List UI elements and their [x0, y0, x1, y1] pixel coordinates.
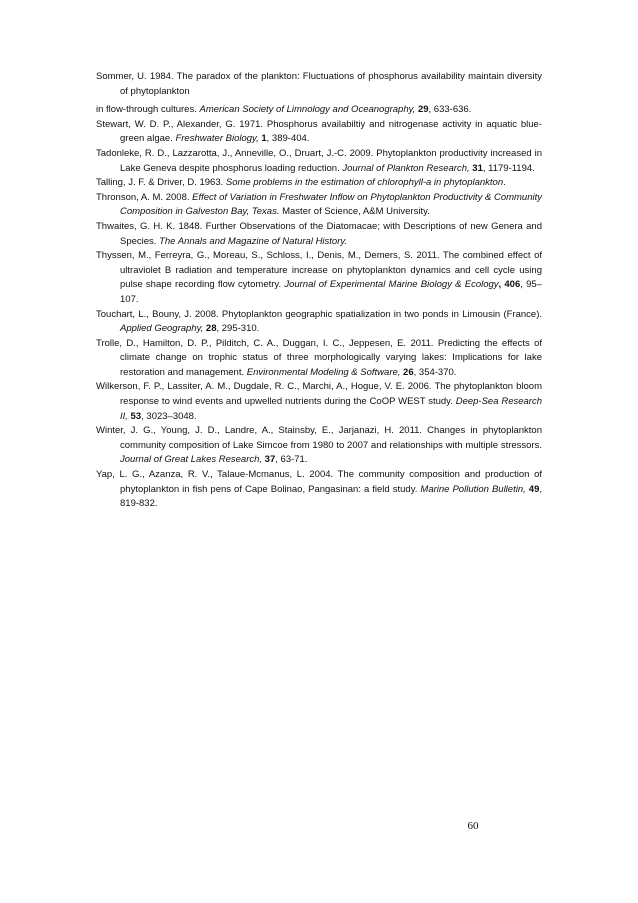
reference-text: 31 — [469, 162, 483, 174]
reference-text: Thyssen, M., Ferreyra, G., Moreau, S., Schloss, I., Denis, M., Demers, S. 2011. The combined effect of ultraviolet B radiation and temperature increase on phytoplankton dynamics and cell cycle using pulse shape recording flow cytometry. — [96, 250, 542, 291]
reference-text: Thwaites, G. H. K. 1848. Further Observations of the Diatomacae; with Descriptions of new Genera and Species. — [96, 220, 542, 247]
reference-text: 37 — [262, 454, 276, 466]
reference-text: , 1179-1194. — [482, 162, 535, 174]
reference-entry — [96, 308, 542, 337]
page-number: 60 — [467, 820, 479, 832]
reference-text: 53 — [127, 410, 142, 422]
reference-text: Winter, J. G., Young, J. D., Landre, A., Stainsby, E., Jarjanazi, H. 2011. Changes in phytoplankton community composition of Lake Simcoe from 1980 to 2007 and relationships with multiple stressors. — [96, 425, 542, 451]
reference-text: , 819-832. — [120, 483, 542, 510]
reference-entry — [96, 220, 542, 249]
reference-text: 28 — [203, 323, 217, 335]
reference-text: in flow-through cultures. — [96, 104, 200, 116]
reference-text: Stewart, W. D. P., Alexander, G. 1971. Phosphorus availabiltiy and nitrogenase activity in aquatic blue-green algae. — [96, 118, 542, 145]
reference-text: Wilkerson, F. P., Lassiter, A. M., Dugdale, R. C., Marchi, A., Hogue, V. E. 2006. The phytoplankton bloom response to wind events and upwelled nutrients during the CoOP WEST study. — [96, 381, 542, 408]
reference-text: 26 — [400, 366, 414, 378]
reference-text: . — [503, 177, 506, 189]
reference-text: , 389-404. — [266, 133, 310, 145]
reference-text: Environmental Modeling & Software, — [246, 366, 401, 378]
reference-entry — [96, 249, 542, 307]
reference-entry — [96, 70, 542, 99]
reference-text: , 3023–3048. — [141, 410, 197, 422]
reference-text: Tadonleke, R. D., Lazzarotta, J., Anneville, O., Druart, J.-C. 2009. Phytoplankton productivity increased in Lake Geneva despite phosphorus loading reduction. — [96, 147, 542, 174]
reference-text: Freshwater Biology, — [175, 133, 259, 145]
reference-entry — [96, 176, 542, 191]
reference-text: 29 — [415, 104, 429, 116]
reference-text: Some problems in the estimation of chlorophyll-a in phytoplankton — [225, 177, 504, 189]
reference-text: American Society of Limnology and Oceanography, — [199, 104, 416, 116]
reference-entry — [96, 103, 542, 118]
reference-text: The Annals and Magazine of Natural History. — [159, 235, 348, 247]
reference-text: Master of Science, A&M University. — [279, 206, 430, 218]
reference-text: Thronson, A. M. 2008. — [96, 191, 193, 203]
reference-text: Marine Pollution Bulletin, — [420, 483, 526, 495]
reference-text: , 95–107. — [120, 279, 542, 305]
reference-entry — [96, 468, 542, 512]
reference-text: , 295-310. — [216, 323, 260, 335]
reference-text: Deep-Sea Research II, — [120, 396, 543, 422]
reference-text: 49 — [525, 483, 540, 495]
reference-entry — [96, 424, 542, 468]
reference-text: Effect of Variation in Freshwater Inflow on Phytoplankton Productivity & Community Composition in Galveston Bay, Texas. — [120, 191, 542, 218]
reference-list — [96, 70, 542, 512]
reference-text: Touchart, L., Bouny, J. 2008. Phytoplankton geographic spatialization in two ponds in Limousin (France). — [96, 308, 542, 320]
reference-text: , 354-370. — [413, 366, 457, 378]
reference-text: 1 — [258, 133, 267, 145]
reference-text: Applied Geography, — [120, 323, 204, 335]
reference-text: Journal of Experimental Marine Biology & Ecology — [284, 279, 499, 291]
reference-entry — [96, 147, 542, 176]
reference-text: Trolle, D., Hamilton, D. P., Pilditch, C. A., Duggan, I. C., Jeppesen, E. 2011. Predicting the effects of climate change on trophic status of three morphologically varying lakes: Implications for lake restoration and management. — [96, 337, 542, 378]
reference-text: , 633-636. — [428, 104, 472, 116]
reference-entry — [96, 191, 542, 220]
reference-entry — [96, 337, 542, 381]
reference-text: Journal of Great Lakes Research, — [120, 454, 263, 466]
reference-entry — [96, 118, 542, 147]
reference-entry — [96, 380, 542, 424]
reference-text: Talling, J. F. & Driver, D. 1963. — [96, 177, 226, 189]
reference-text: , 63-71. — [275, 454, 308, 466]
reference-text: Journal of Plankton Research, — [342, 162, 470, 174]
reference-text: , 406 — [498, 279, 521, 291]
reference-text: Yap, L. G., Azanza, R. V., Talaue-Mcmanus, L. 2004. The community composition and production of phytoplankton in fish pens of Cape Bolinao, Pangasinan: a field study. — [96, 469, 542, 495]
reference-text: Sommer, U. 1984. The paradox of the plankton: Fluctuations of phosphorus availability maintain diversity of phytoplankton — [96, 71, 542, 97]
